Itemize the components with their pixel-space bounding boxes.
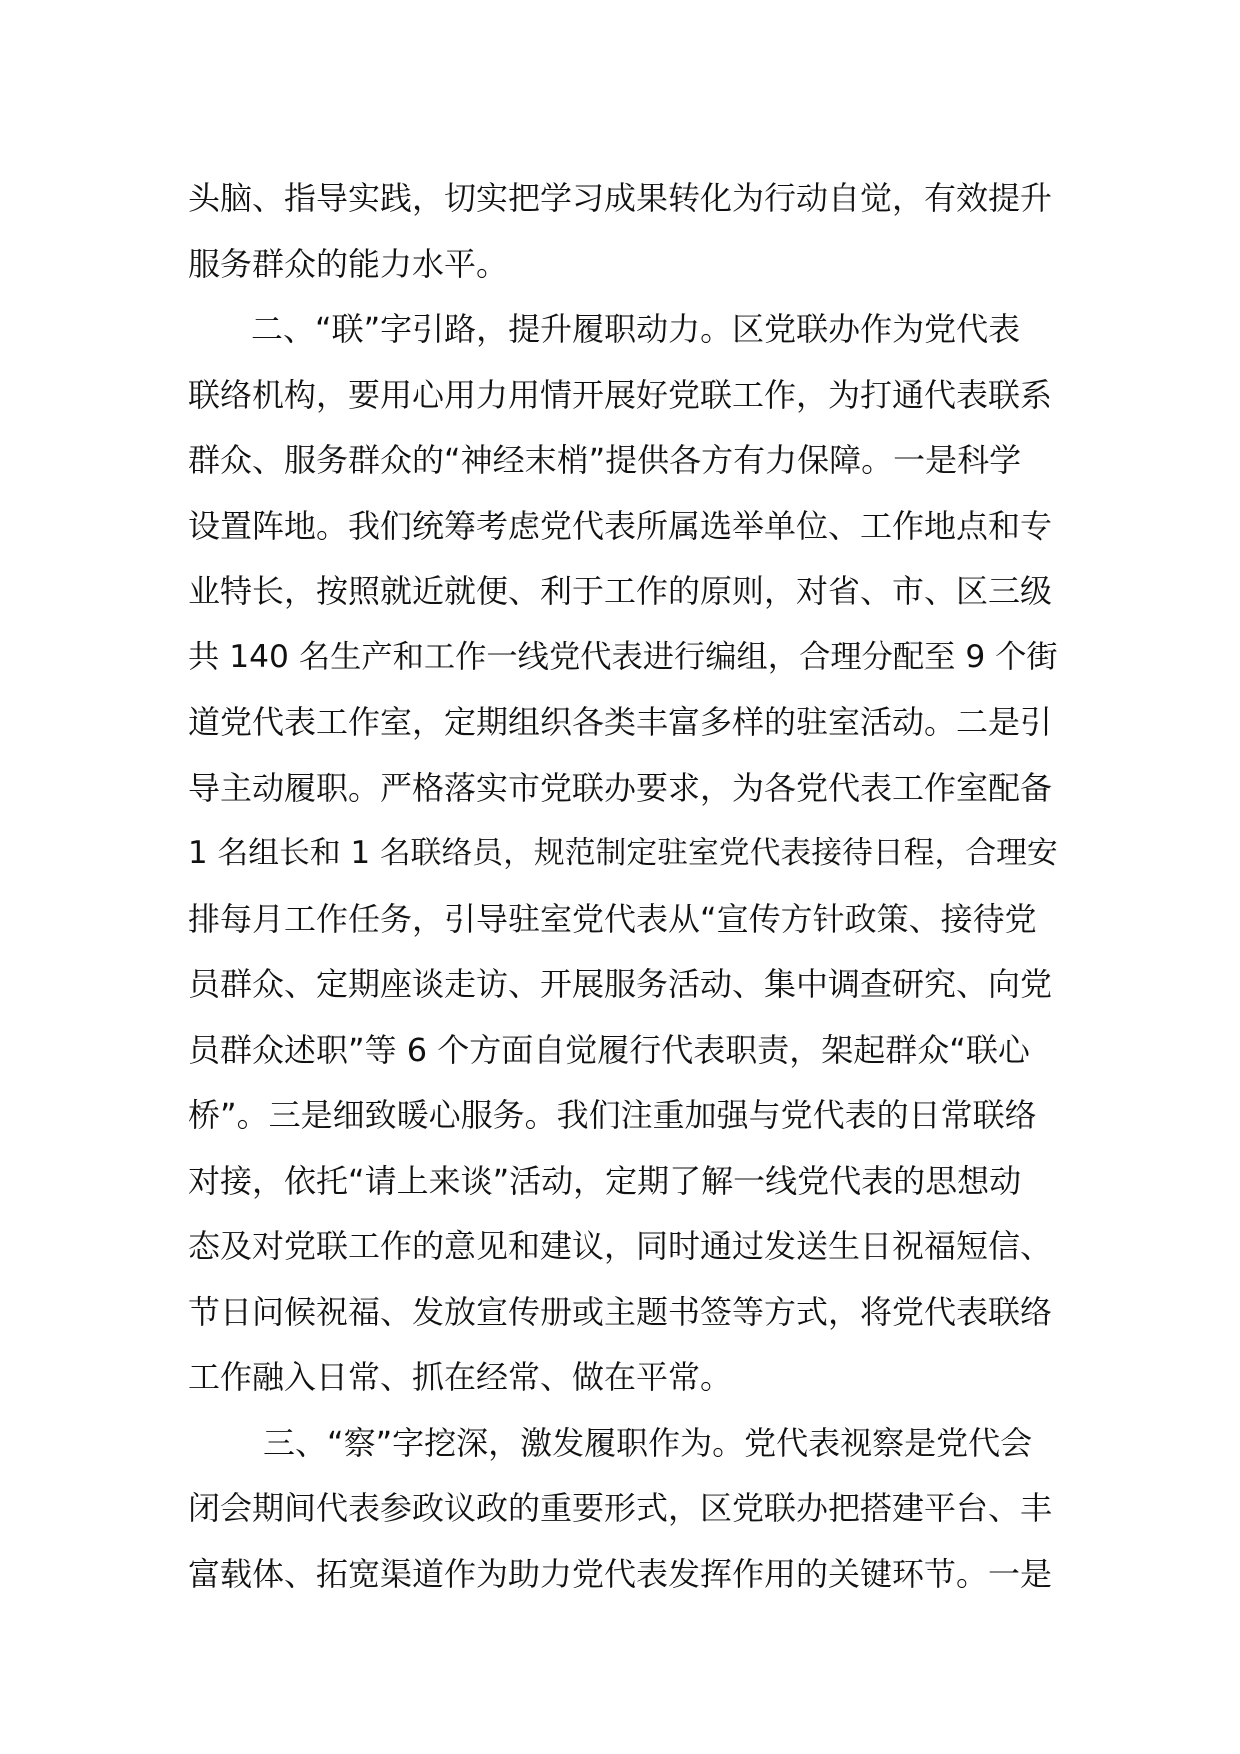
text-line: 排每月工作任务，引导驻室党代表从“宣传方针政策、接待党 xyxy=(188,899,1037,938)
text-line: 1 名组长和 1 名联络员，规范制定驻室党代表接待日程，合理安 xyxy=(188,835,1058,871)
text-line: 节日问候祝福、发放宣传册或主题书签等方式，将党代表联络 xyxy=(188,1292,1053,1331)
text-line: 对接，依托“请上来谈”活动，定期了解一线党代表的思想动 xyxy=(188,1161,1022,1200)
text-line: 共 140 名生产和工作一线党代表进行编组，合理分配至 9 个街 xyxy=(188,638,1058,675)
text-line: 工作融入日常、抓在经常、做在平常。 xyxy=(188,1358,733,1396)
text-line: 头脑、指导实践，切实把学习成果转化为行动自觉，有效提升 xyxy=(188,179,1053,217)
text-line: 员群众、定期座谈走访、开展服务活动、集中调查研究、向党 xyxy=(188,965,1053,1003)
text-line: 导主动履职。严格落实市党联办要求，为各党代表工作室配备 xyxy=(188,768,1053,807)
section-heading-line: 三、“察”字挖深，激发履职作为。党代表视察是党代会 xyxy=(263,1423,1033,1462)
text-line: 业特长，按照就近就便、利于工作的原则，对省、市、区三级 xyxy=(188,572,1053,610)
text-line: 群众、服务群众的“神经末梢”提供各方有力保障。一是科学 xyxy=(188,441,1022,479)
text-line: 桥”。三是细致暖心服务。我们注重加强与党代表的日常联络 xyxy=(188,1096,1037,1134)
text-line: 服务群众的能力水平。 xyxy=(188,244,509,283)
body-text xyxy=(188,166,1058,1607)
text-line: 富载体、拓宽渠道作为助力党代表发挥作用的关键环节。一是 xyxy=(188,1554,1053,1593)
text-line: 员群众述职”等 6 个方面自觉履行代表职责，架起群众“联心 xyxy=(188,1030,1030,1069)
text-line: 联络机构，要用心用力用情开展好党联工作，为打通代表联系 xyxy=(188,375,1053,414)
text-line: 闭会期间代表参政议政的重要形式，区党联办把搭建平台、丰 xyxy=(188,1489,1053,1527)
text-line: 道党代表工作室，定期组织各类丰富多样的驻室活动。二是引 xyxy=(188,703,1053,741)
section-heading-line: 二、“联”字引路，提升履职动力。区党联办作为党代表 xyxy=(251,310,1021,348)
text-line: 设置阵地。我们统筹考虑党代表所属选举单位、工作地点和专 xyxy=(188,506,1053,545)
text-line: 态及对党联工作的意见和建议，同时通过发送生日祝福短信、 xyxy=(188,1227,1053,1265)
